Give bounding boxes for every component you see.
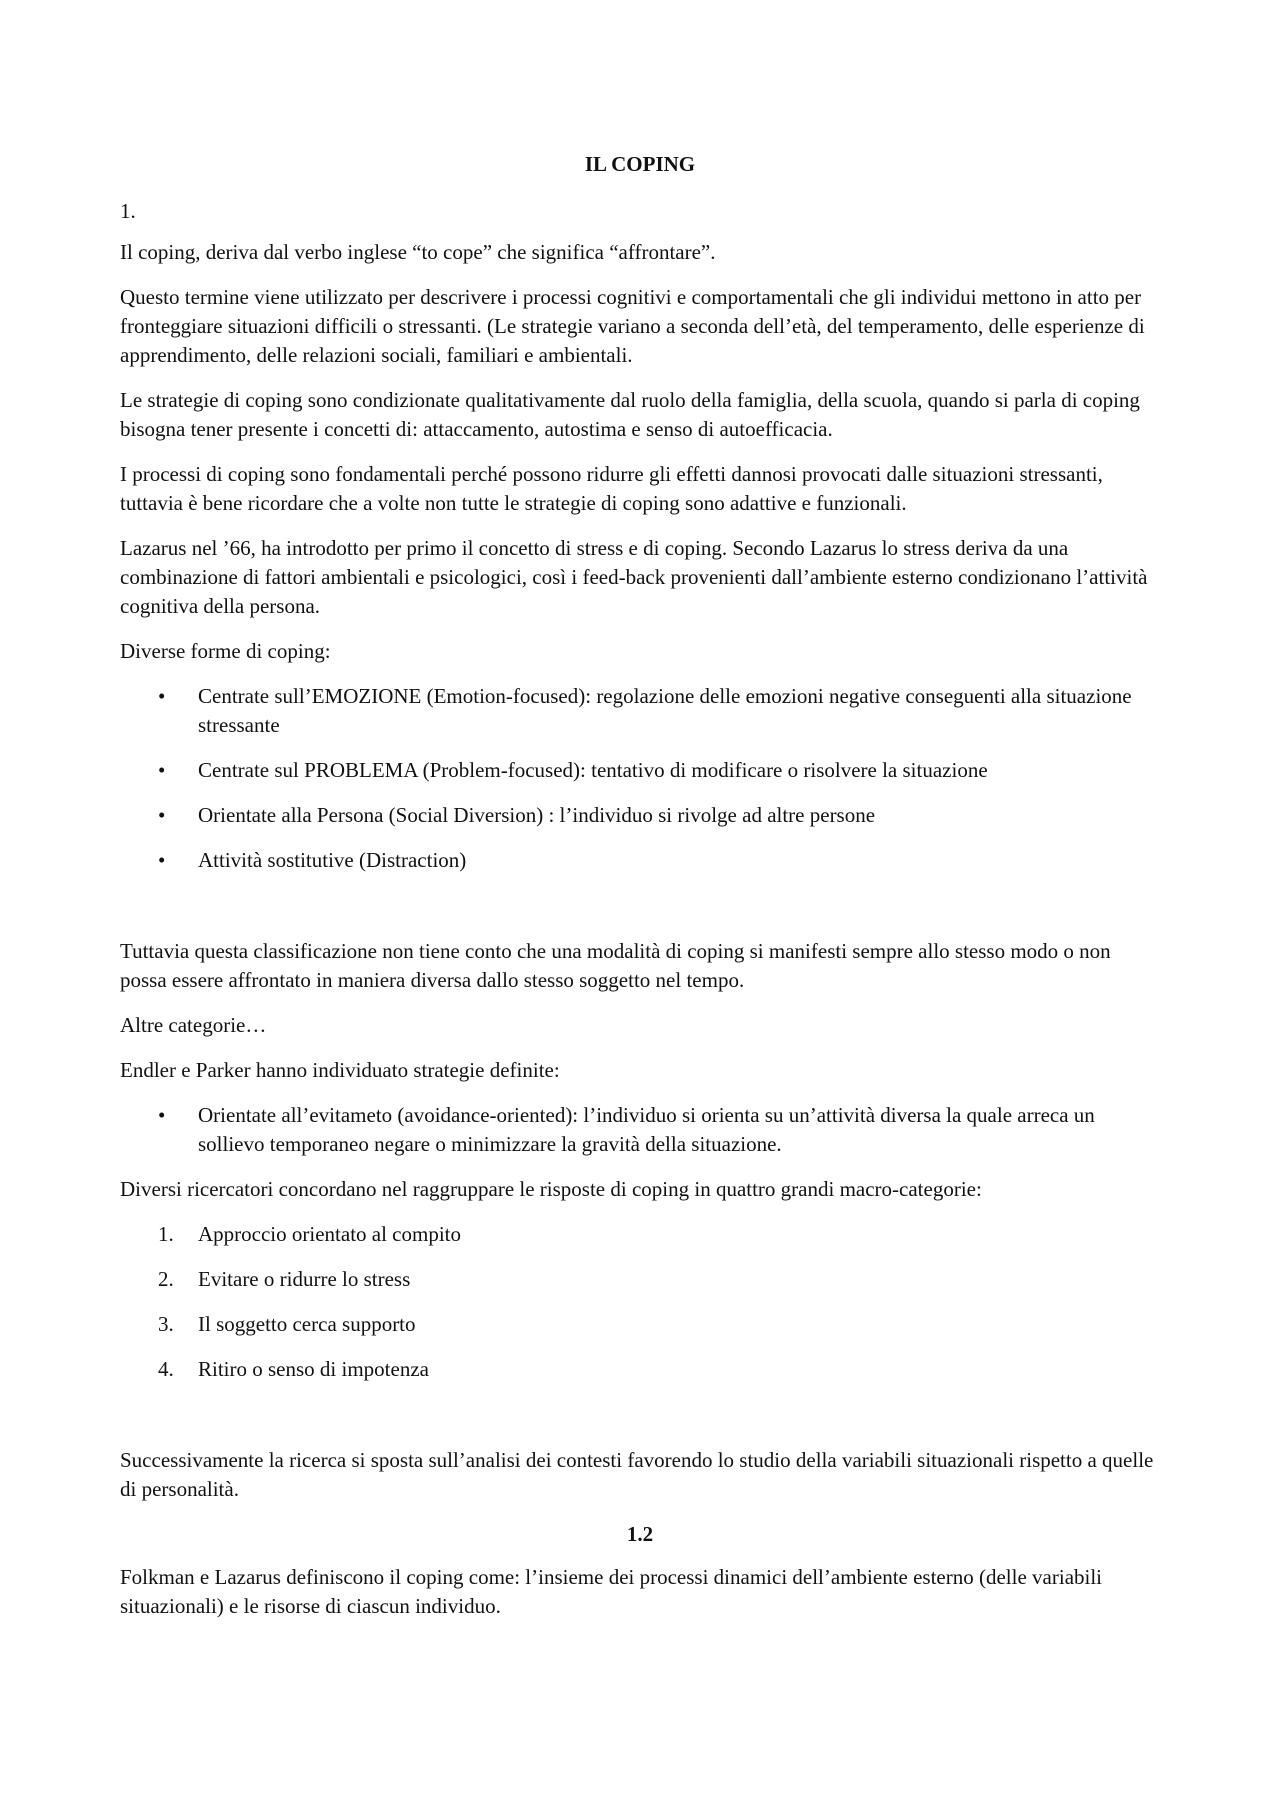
paragraph-description: Questo termine viene utilizzato per descrivere i processi cognitivi e comportamentali che gli individui mettono in atto per fronteggiare situazioni difficili o stressanti. (Le strategie variano a seconda dell’età, del temperamento, delle esperienze di apprendimento, delle relazioni sociali, familiari e ambientali. xyxy=(120,285,1145,367)
bullet-icon: • xyxy=(158,1103,166,1127)
list-item xyxy=(120,756,1160,785)
list-item-text: Ritiro o senso di impotenza xyxy=(198,1357,429,1381)
paragraph-endler-parker: Endler e Parker hanno individuato strategie definite: xyxy=(120,1058,560,1082)
list-number: 1. xyxy=(158,1222,174,1246)
list-item xyxy=(120,1310,1160,1339)
list-item-text: Orientate alla Persona (Social Diversion) : l’individuo si rivolge ad altre persone xyxy=(198,803,876,827)
endler-parker-list xyxy=(120,1101,1160,1159)
paragraph-other-categories: Altre categorie… xyxy=(120,1013,267,1037)
list-item-text: Orientate all’evitameto (avoidance-oriented): l’individuo si orienta su un’attività diversa la quale arreca un sollievo temporaneo negare o minimizzare la gravità della situazione. xyxy=(198,1103,1095,1156)
bullet-icon: • xyxy=(158,848,166,872)
section-number: 1. xyxy=(120,199,136,223)
list-item-text: Evitare o ridurre lo stress xyxy=(198,1267,411,1291)
list-item-text: Centrate sul PROBLEMA (Problem-focused): tentativo di modificare o risolvere la situazione xyxy=(198,758,988,782)
list-number: 3. xyxy=(158,1312,174,1336)
paragraph-folkman-lazarus: Folkman e Lazarus definiscono il coping come: l’insieme dei processi dinamici dell’ambiente esterno (delle variabili situazionali) e le risorse di ciascun individuo. xyxy=(120,1565,1103,1618)
coping-forms-list xyxy=(120,682,1160,875)
paragraph-research-shift: Successivamente la ricerca si sposta sull’analisi dei contesti favorendo lo studio della variabili situazionali rispetto a quelle di personalità. xyxy=(120,1448,1154,1501)
list-item-text: Il soggetto cerca supporto xyxy=(198,1312,416,1336)
paragraph-conditions: Le strategie di coping sono condizionate qualitativamente dal ruolo della famiglia, della scuola, quando si parla di coping bisogna tener presente i concetti di: attaccamento, autostima e senso di autoefficacia. xyxy=(120,388,1140,441)
list-item xyxy=(120,1355,1160,1384)
bullet-icon: • xyxy=(158,803,166,827)
list-number: 4. xyxy=(158,1357,174,1381)
paragraph-macro-intro: Diversi ricercatori concordano nel raggruppare le risposte di coping in quattro grandi macro-categorie: xyxy=(120,1177,982,1201)
list-item-text: Approccio orientato al compito xyxy=(198,1222,462,1246)
list-item xyxy=(120,1220,1160,1249)
list-number: 2. xyxy=(158,1267,174,1291)
macro-categories-list xyxy=(120,1220,1160,1384)
subsection-title: 1.2 xyxy=(626,1522,654,1546)
list-item-text: Centrate sull’EMOZIONE (Emotion-focused): regolazione delle emozioni negative conseguenti alla situazione stressante xyxy=(198,684,1132,737)
paragraph-lazarus: Lazarus nel ’66, ha introdotto per primo il concetto di stress e di coping. Secondo Lazarus lo stress deriva da una combinazione di fattori ambientali e psicologici, così i feed-back provenienti dall’ambiente esterno condizionano l’attività cognitiva della persona. xyxy=(120,536,1148,618)
list-item xyxy=(120,1101,1160,1159)
paragraph-processes: I processi di coping sono fondamentali perché possono ridurre gli effetti dannosi provocati dalle situazioni stressanti, tuttavia è bene ricordare che a volte non tutte le strategie di coping sono adattive e funzionali. xyxy=(120,462,1103,515)
paragraph-classification: Tuttavia questa classificazione non tiene conto che una modalità di coping si manifesti sempre allo stesso modo o non possa essere affrontato in maniera diversa dallo stesso soggetto nel tempo. xyxy=(120,939,1111,992)
bullet-icon: • xyxy=(158,758,166,782)
bullet-icon: • xyxy=(158,684,166,708)
list-item xyxy=(120,801,1160,830)
list-item xyxy=(120,1265,1160,1294)
paragraph-forms-intro: Diverse forme di coping: xyxy=(120,639,331,663)
document-body xyxy=(120,150,1160,1637)
paragraph-definition: Il coping, deriva dal verbo inglese “to cope” che significa “affrontare”. xyxy=(120,240,716,264)
list-item-text: Attività sostitutive (Distraction) xyxy=(198,848,467,872)
list-item xyxy=(120,682,1160,740)
document-title: IL COPING xyxy=(584,152,696,176)
list-item xyxy=(120,846,1160,875)
